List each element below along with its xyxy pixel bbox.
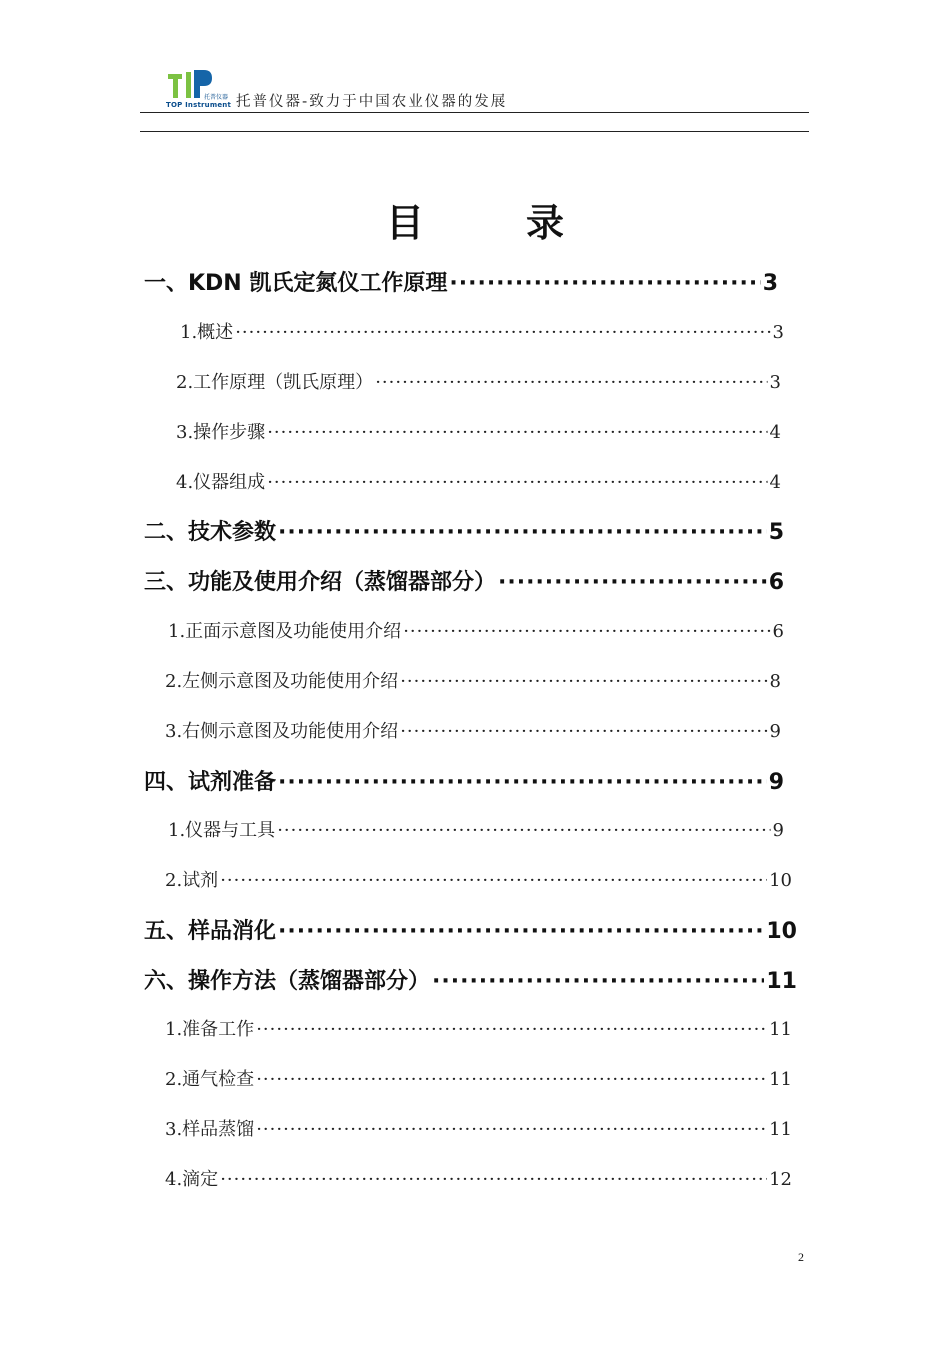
company-logo — [164, 68, 232, 112]
toc-entry-chapter[interactable] — [144, 266, 778, 296]
toc-entry-label: 一、KDN 凯氏定氮仪工作原理 — [144, 271, 448, 296]
toc-entry-page: 10 — [766, 919, 797, 944]
toc-entry-page: 6 — [772, 621, 784, 642]
toc-entry-section[interactable] — [165, 1015, 792, 1041]
toc-leader-dots — [256, 1019, 767, 1040]
toc-entry-label: 1.准备工作 — [165, 1019, 255, 1040]
toc-leader-dots — [278, 919, 764, 944]
toc-entry-page: 11 — [769, 1019, 792, 1040]
toc-entry-page: 5 — [768, 520, 784, 545]
toc-entry-label: 2.试剂 — [165, 870, 219, 891]
toc-entry-chapter[interactable] — [144, 515, 784, 545]
toc-entry-page: 9 — [769, 721, 781, 742]
toc-entry-page: 9 — [768, 770, 784, 795]
toc-entry-label: 3.右侧示意图及功能使用介绍 — [165, 721, 399, 742]
toc-entry-label: 4.滴定 — [165, 1169, 219, 1190]
toc-leader-dots — [256, 1069, 767, 1090]
toc-leader-dots — [400, 721, 767, 742]
header-tagline: 托普仪器-致力于中国农业仪器的发展 — [236, 94, 508, 110]
toc-entry-page: 8 — [769, 671, 781, 692]
toc-leader-dots — [277, 820, 770, 841]
toc-entry-page: 3 — [762, 271, 778, 296]
toc-entry-chapter[interactable] — [144, 765, 784, 795]
toc-entry-section[interactable] — [176, 368, 781, 394]
toc-entry-page: 11 — [766, 969, 797, 994]
logo-text: TOP Instrument — [166, 101, 232, 109]
toc-entry-label: 2.通气检查 — [165, 1069, 255, 1090]
toc-leader-dots — [220, 870, 767, 891]
toc-entry-label: 三、功能及使用介绍（蒸馏器部分） — [144, 570, 497, 595]
toc-entry-page: 10 — [769, 870, 792, 891]
toc-entry-label: 4.仪器组成 — [176, 472, 266, 493]
toc-entry-label: 2.工作原理（凯氏原理） — [176, 372, 374, 393]
toc-leader-dots — [220, 1169, 767, 1190]
toc-entry-page: 11 — [769, 1069, 792, 1090]
toc-entry-section[interactable] — [176, 418, 781, 444]
toc-entry-section[interactable] — [165, 1115, 792, 1141]
toc-leader-dots — [403, 621, 770, 642]
toc-entry-label: 1.正面示意图及功能使用介绍 — [168, 621, 402, 642]
toc-entry-section[interactable] — [165, 1065, 792, 1091]
header-divider-bottom — [140, 131, 809, 132]
toc-entry-label: 四、试剂准备 — [144, 770, 277, 795]
toc-entry-chapter[interactable] — [144, 914, 797, 944]
toc-entry-section[interactable] — [176, 468, 781, 494]
toc-entry-label: 1.概述 — [180, 322, 234, 343]
toc-entry-label: 六、操作方法（蒸馏器部分） — [144, 969, 431, 994]
page-number: 2 — [798, 1250, 804, 1264]
toc-entry-chapter[interactable] — [144, 964, 797, 994]
header-divider — [140, 112, 809, 113]
toc-entry-label: 2.左侧示意图及功能使用介绍 — [165, 671, 399, 692]
toc-entry-page: 4 — [769, 422, 781, 443]
toc-leader-dots — [267, 472, 767, 493]
toc-leader-dots — [400, 671, 767, 692]
page-header — [140, 66, 809, 132]
toc-entry-section[interactable] — [168, 816, 784, 842]
toc-entry-label: 3.操作步骤 — [176, 422, 266, 443]
toc-entry-page: 11 — [769, 1119, 792, 1140]
toc-entry-label: 二、技术参数 — [144, 520, 277, 545]
toc-leader-dots — [278, 770, 767, 795]
toc-entry-section[interactable] — [168, 617, 784, 643]
toc-entry-page: 4 — [769, 472, 781, 493]
toc-leader-dots — [449, 271, 760, 296]
toc-leader-dots — [375, 372, 767, 393]
toc-entry-section[interactable] — [165, 866, 792, 892]
toc-entry-section[interactable] — [165, 717, 781, 743]
toc-entry-page: 12 — [769, 1169, 792, 1190]
toc-leader-dots — [267, 422, 767, 443]
toc-leader-dots — [432, 969, 764, 994]
toc-title: 目录 — [386, 201, 667, 245]
toc-leader-dots — [235, 322, 770, 343]
toc-entry-chapter[interactable] — [144, 565, 784, 595]
toc-entry-page: 9 — [772, 820, 784, 841]
toc-entry-section[interactable] — [165, 667, 781, 693]
logo-cn-text: 托普仪器 — [204, 94, 228, 101]
toc-entry-label: 五、样品消化 — [144, 919, 277, 944]
toc-entry-page: 3 — [772, 322, 784, 343]
toc-leader-dots — [256, 1119, 767, 1140]
toc-entry-page: 3 — [769, 372, 781, 393]
toc-leader-dots — [278, 520, 767, 545]
toc-entry-section[interactable] — [180, 318, 784, 344]
toc-entry-label: 1.仪器与工具 — [168, 820, 276, 841]
toc-entry-label: 3.样品蒸馏 — [165, 1119, 255, 1140]
toc-entry-page: 6 — [768, 570, 784, 595]
toc-leader-dots — [498, 570, 767, 595]
toc-entry-section[interactable] — [165, 1165, 792, 1191]
